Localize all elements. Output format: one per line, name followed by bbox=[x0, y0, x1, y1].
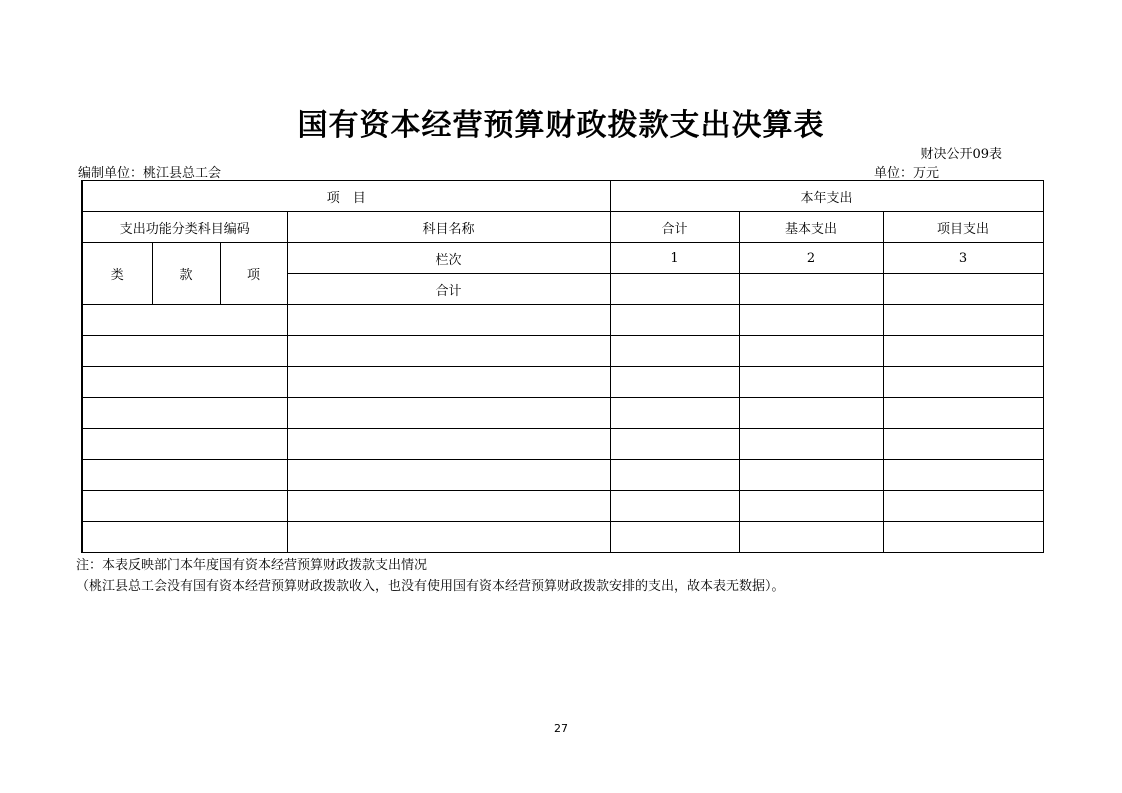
table-row bbox=[82, 336, 1043, 367]
project-cell bbox=[883, 305, 1043, 336]
header-row-3 bbox=[82, 243, 1043, 274]
code-cell bbox=[82, 398, 287, 429]
col-number-1: 1 bbox=[610, 243, 739, 274]
compiler-unit: 编制单位：桃江县总工会 bbox=[78, 166, 222, 181]
basic-cell bbox=[739, 460, 883, 491]
project-cell bbox=[883, 491, 1043, 522]
subject-cell bbox=[287, 429, 610, 460]
basic-cell bbox=[739, 398, 883, 429]
subject-cell bbox=[287, 367, 610, 398]
project-cell bbox=[883, 460, 1043, 491]
header-lei: 类 bbox=[82, 243, 152, 305]
code-cell bbox=[82, 460, 287, 491]
header-kuan: 款 bbox=[152, 243, 220, 305]
table-row bbox=[82, 398, 1043, 429]
header-func-code: 支出功能分类科目编码 bbox=[82, 212, 287, 243]
header-project: 项 目 bbox=[82, 181, 610, 212]
basic-cell bbox=[739, 367, 883, 398]
col-number-3: 3 bbox=[883, 243, 1043, 274]
header-project-expense: 项目支出 bbox=[883, 212, 1043, 243]
project-cell bbox=[883, 522, 1043, 553]
total-cell bbox=[610, 429, 739, 460]
table-row bbox=[82, 491, 1043, 522]
code-cell bbox=[82, 522, 287, 553]
header-row-1 bbox=[82, 181, 1043, 212]
subject-cell bbox=[287, 522, 610, 553]
code-cell bbox=[82, 367, 287, 398]
table-row bbox=[82, 429, 1043, 460]
basic-cell bbox=[739, 522, 883, 553]
basic-cell bbox=[739, 491, 883, 522]
subject-cell bbox=[287, 305, 610, 336]
header-basic: 基本支出 bbox=[739, 212, 883, 243]
table-row bbox=[82, 367, 1043, 398]
note-line-1: 注：本表反映部门本年度国有资本经营预算财政拨款支出情况 bbox=[76, 558, 428, 573]
table-row bbox=[82, 522, 1043, 553]
subject-cell bbox=[287, 398, 610, 429]
table-row bbox=[82, 305, 1043, 336]
header-current-year-expense: 本年支出 bbox=[610, 181, 1043, 212]
table-row bbox=[82, 460, 1043, 491]
total-cell bbox=[610, 398, 739, 429]
form-code: 财决公开09表 bbox=[920, 147, 1002, 162]
header-subject-name: 科目名称 bbox=[287, 212, 610, 243]
total-cell bbox=[610, 460, 739, 491]
header-row-2 bbox=[82, 212, 1043, 243]
subject-cell bbox=[287, 336, 610, 367]
sum-basic-cell bbox=[739, 274, 883, 305]
code-cell bbox=[82, 491, 287, 522]
note-line-2: （桃江县总工会没有国有资本经营预算财政拨款收入，也没有使用国有资本经营预算财政拨款安排的支出，故本表无数据）。 bbox=[76, 579, 785, 594]
project-cell bbox=[883, 429, 1043, 460]
currency-unit: 单位：万元 bbox=[874, 166, 940, 181]
sum-label: 合计 bbox=[287, 274, 610, 305]
sum-project-cell bbox=[883, 274, 1043, 305]
code-cell bbox=[82, 429, 287, 460]
project-cell bbox=[883, 398, 1043, 429]
subject-cell bbox=[287, 460, 610, 491]
header-total: 合计 bbox=[610, 212, 739, 243]
total-cell bbox=[610, 305, 739, 336]
project-cell bbox=[883, 367, 1043, 398]
total-cell bbox=[610, 367, 739, 398]
header-xiang: 项 bbox=[220, 243, 287, 305]
sum-total-cell bbox=[610, 274, 739, 305]
basic-cell bbox=[739, 429, 883, 460]
subject-cell bbox=[287, 491, 610, 522]
project-cell bbox=[883, 336, 1043, 367]
basic-cell bbox=[739, 336, 883, 367]
code-cell bbox=[82, 305, 287, 336]
total-cell bbox=[610, 522, 739, 553]
total-cell bbox=[610, 336, 739, 367]
page-title: 国有资本经营预算财政拨款支出决算表 bbox=[297, 108, 825, 143]
col-number-2: 2 bbox=[739, 243, 883, 274]
header-column-order: 栏次 bbox=[287, 243, 610, 274]
basic-cell bbox=[739, 305, 883, 336]
expense-table bbox=[81, 180, 1044, 553]
code-cell bbox=[82, 336, 287, 367]
total-cell bbox=[610, 491, 739, 522]
page-number: 27 bbox=[554, 722, 568, 735]
